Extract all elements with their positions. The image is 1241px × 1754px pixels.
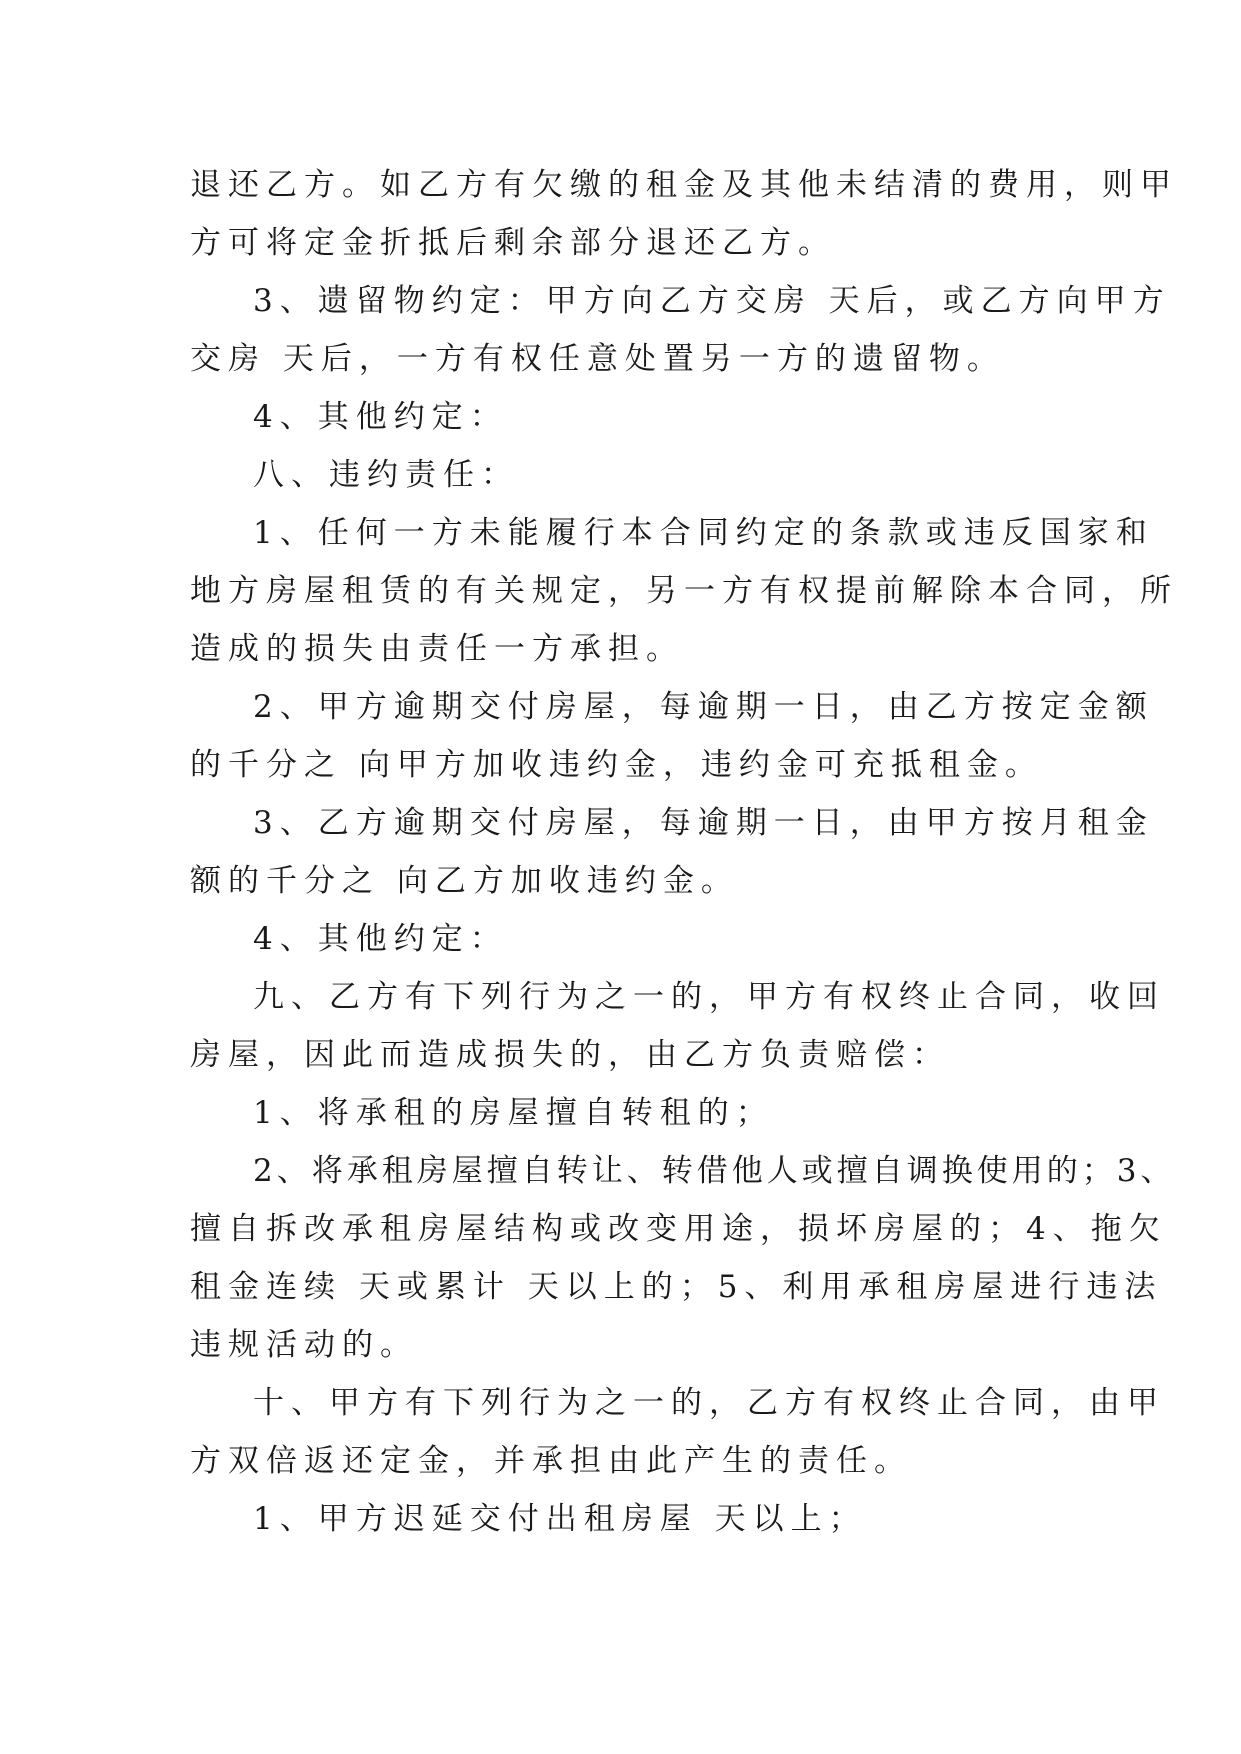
text-line: 违规活动的。 [190, 1327, 418, 1363]
section-heading: 十、甲方有下列行为之一的，乙方有权终止合同，由甲 [253, 1385, 1165, 1421]
text-line: 4、其他约定： [253, 921, 508, 957]
text-line: 4、其他约定： [253, 399, 508, 435]
text-line: 的千分之 向甲方加收违约金，违约金可充抵租金。 [190, 747, 1043, 783]
text-line: 房屋，因此而造成损失的，由乙方负责赔偿： [190, 1037, 950, 1073]
text-line: 地方房屋租赁的有关规定，另一方有权提前解除本合同，所 [190, 573, 1178, 609]
text-line: 1、任何一方未能履行本合同约定的条款或违反国家和 [253, 515, 1154, 551]
section-heading: 八、违约责任： [253, 457, 519, 493]
text-line: 额的千分之 向乙方加收违约金。 [190, 863, 739, 899]
text-line: 1、甲方迟延交付出租房屋 天以上； [253, 1501, 867, 1537]
text-line: 方双倍返还定金，并承担由此产生的责任。 [190, 1443, 912, 1479]
text-line: 租金连续 天或累计 天以上的；5、利用承租房屋进行违法 [190, 1269, 1163, 1305]
text-line: 方可将定金折抵后剩余部分退还乙方。 [190, 225, 836, 261]
text-line: 2、将承租房屋擅自转让、转借他人或擅自调换使用的；3、 [253, 1153, 1176, 1189]
text-line: 退还乙方。如乙方有欠缴的租金及其他未结清的费用，则甲 [190, 167, 1178, 203]
text-line: 1、将承租的房屋擅自转租的； [253, 1095, 774, 1131]
text-line: 2、甲方逾期交付房屋，每逾期一日，由乙方按定金额 [253, 689, 1154, 725]
text-line: 擅自拆改承租房屋结构或改变用途，损坏房屋的；4、拖欠 [190, 1211, 1167, 1247]
section-heading: 九、乙方有下列行为之一的，甲方有权终止合同，收回 [253, 979, 1165, 1015]
text-line: 交房 天后，一方有权任意处置另一方的遗留物。 [190, 341, 1005, 377]
text-line: 3、遗留物约定：甲方向乙方交房 天后，或乙方向甲方 [253, 283, 1171, 319]
text-line: 3、乙方逾期交付房屋，每逾期一日，由甲方按月租金 [253, 805, 1154, 841]
text-line: 造成的损失由责任一方承担。 [190, 631, 684, 667]
